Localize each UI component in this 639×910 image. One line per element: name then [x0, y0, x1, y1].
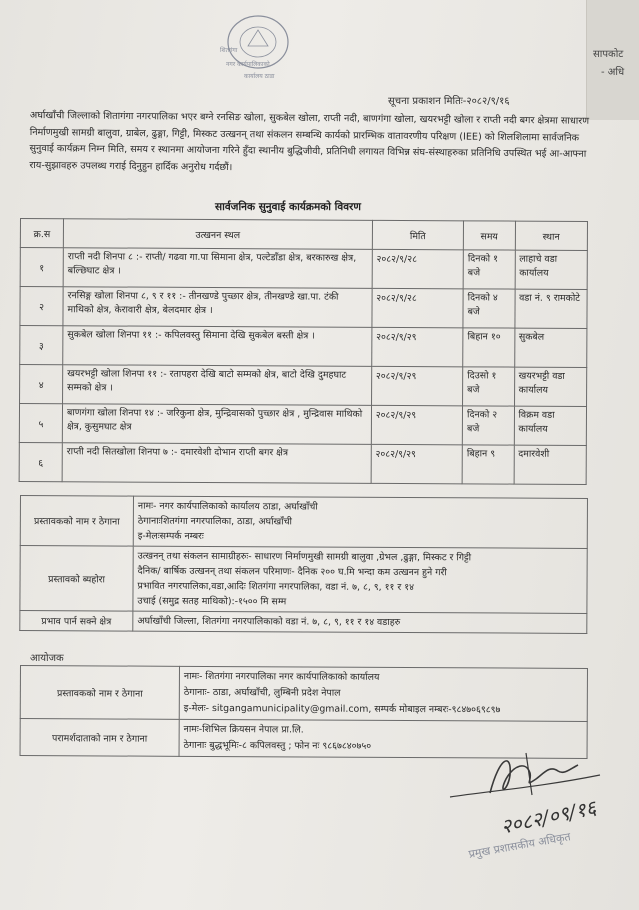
header-place: स्थान: [515, 221, 588, 250]
seal-text-mid: नगर कार्यपालिकाको: [226, 61, 270, 68]
proponent-contact-line: इ-मेलःसम्पर्क नम्बरः: [137, 530, 204, 542]
proponent-name-value: [133, 496, 587, 548]
row-place: खयरभट्टी वडा कार्यालय: [514, 367, 587, 406]
header-time: समय: [463, 221, 515, 250]
row-sn: ४: [20, 365, 63, 404]
organizer-proponent-row: [20, 666, 587, 722]
table-row: [20, 248, 587, 290]
officer-stamp: प्रमुख प्रशासकीय अधिकृत: [467, 830, 572, 861]
row-sn: ६: [19, 442, 62, 481]
organizer-email-line: इ-मेलः- sitgangamunicipality@gmail.com, सम्पर्क मोबाइल नम्बरः-९८४७०६९८९७: [183, 702, 501, 716]
row-sn: १: [20, 248, 63, 287]
row-site: रनसिङ्ग खोला शिनपा ८, ९ र ११ :- तीनखण्डे पुच्छार क्षेत्र, तीनखण्डे खा.पा. टंकी माथिको क्षेत्र, केरावारी क्षेत्र, बेलदमार क्षेत्र ।: [63, 287, 372, 328]
proponent-address-line: ठेगानाःशितगंगा नगरपालिका, ठाडा, अर्घाखाँची: [137, 515, 293, 528]
consultant-label: परामर्शदाताको नाम र ठेगाना: [20, 719, 179, 757]
proponent-name-line: नामः- नगर कार्यपालिकाको कार्यालय ठाडा, अर्घाखाँची: [137, 500, 318, 513]
details-line: दैनिक/ बार्षिक उत्खनन् तथा संकलन परिमाणः- दैनिक २०० घ.मि भन्दा कम उत्खनन हुने गरी: [137, 565, 447, 579]
row-time: बिहान ९: [462, 445, 514, 484]
row-date: २०८२/९/२८: [372, 288, 464, 327]
row-date: २०८२/९/२९: [371, 366, 463, 405]
row-date: २०८२/९/२९: [371, 405, 463, 444]
schedule-table: [19, 218, 588, 485]
row-site: राप्ती नदी शिनपा ८ :- राप्ती/ गढवा गा.पा सिमाना क्षेत्र, पल्टेडाँडा क्षेत्र, बरकारुख क्षेत्र, बल्छिघाट क्षेत्र ।: [63, 248, 372, 289]
row-sn: ३: [20, 326, 63, 365]
row-place: लाहाचे वडा कार्यालय: [515, 250, 588, 289]
proposal-details-label: प्रस्तावको ब्यहोरा: [20, 546, 133, 612]
row-place: विक्रम वडा कार्यालय: [514, 406, 587, 445]
organizer-name-line: नामः- शितगंगा नगरपालिका नगर कार्यपालिकाको कार्यालय: [183, 670, 380, 683]
proponent-name-row: [20, 496, 587, 549]
row-site: राप्ती नदी सितखोला शिनपा ७ :- दमारवेशी दोभान राप्ती बगर क्षेत्र: [62, 443, 371, 484]
table-title: सार्वजनिक सुनुवाई कार्यक्रमको विवरण: [215, 201, 361, 213]
row-place: सुकबेल: [514, 328, 587, 367]
table-row: [20, 287, 587, 329]
row-site: खयरभट्टी खोला शिनपा ११ :- रतापहरा देखि बाटो सम्मको क्षेत्र, बाटो देखि दुमहघाट सम्मको क्षेत्र ।: [63, 365, 372, 406]
strip-text-2: - अधि: [601, 67, 625, 78]
table-row: [20, 365, 587, 407]
proposal-details-row: [20, 546, 587, 614]
impact-area-label: प्रभाव पार्न सक्ने क्षेत्र: [20, 611, 133, 632]
header-sn: क्र.स: [20, 219, 63, 248]
impact-area-row: [20, 611, 587, 634]
proposal-details-value: [133, 546, 587, 613]
schedule-header-row: [20, 219, 587, 251]
table-row: [20, 326, 587, 368]
header-date: मिति: [372, 220, 463, 249]
row-time: दिनको ४ बजे: [463, 289, 515, 328]
row-place: वडा नं. ९ रामकोटे: [514, 289, 587, 328]
signature-date: २०८२/०९/१६: [498, 795, 599, 839]
header-site: उत्खनन स्थल: [63, 219, 372, 250]
consultant-name-line: नामः-शिभिल क्रियसन नेपाल प्रा.लि.: [183, 723, 304, 736]
impact-area-value: अर्घाखाँची जिल्ला, शितगंगा नगरपालिकाको वडा नं. ७, ८, ९, ११ र १४ वडाहरु: [133, 611, 587, 633]
organizer-heading: आयोजक: [30, 653, 64, 664]
organizer-proponent-value: [179, 666, 587, 721]
row-site: सुकबेल खोला शिनपा ११ :- कपिलवस्तु सिमाना देखि सुकबेल बस्ती क्षेत्र ।: [63, 326, 372, 367]
row-site: बाणगंगा खोला शिनपा १४ :- जरिकुना क्षेत्र, मुन्द्रिवासको पुच्छार क्षेत्र , मुन्द्रिवास माथिको क्षेत्र, कुसुमघाट क्षेत्र: [62, 404, 371, 445]
row-place: दमारवेशी: [514, 445, 587, 484]
seal-text-top: शितगंगा: [220, 47, 238, 54]
organizer-address-line: ठेगानाः- ठाडा, अर्घाखाँची, लुम्बिनी प्रदेश नेपाल: [183, 686, 341, 699]
proponent-name-label: प्रस्तावकको नाम र ठेगाना: [20, 496, 133, 547]
row-time: दिनको २ बजे: [462, 406, 514, 445]
details-line: उचाई (समुद्र सतह माथिको):-१५०० मि सम्म: [137, 595, 287, 608]
row-sn: २: [20, 287, 63, 326]
table-row: [19, 442, 586, 484]
seal-text-bottom: कार्यालय ठाडा: [244, 73, 275, 80]
row-date: २०८२/९/२९: [371, 327, 463, 366]
table-row: [19, 404, 586, 446]
row-date: २०८२/९/२९: [371, 444, 463, 483]
row-time: दिउसो १ बजे: [463, 367, 515, 406]
notice-intro-paragraph: अर्घाखाँची जिल्लाको शितागंगा नगरपालिका भएर बग्ने रनसिङ खोला, सुकबेल खोला, राप्ती नदी, बाणगंगा खोला, खयरभट्टी खोला र राप्ती नदी बगर क्षेत्रमा साधारण निर्माणमुखी सामग्री बालुवा, ग्राबेल, ढुङ्गा, गिट्टी, मिस्कट उत्खनन् तथा संकलन सम्बन्धि कार्यको प्रारम्भिक वातावरणीय परिक्षण (IEE) को शिलशिलामा सार्वजनिक सुनुवाई कार्यक्रम निम्न मिति, समय र स्थानमा आयोजना गरिने हुँदा स्थानीय बुद्धिजीवी, प्रतिनिधी लगायत विभिन्न संघ-संस्थाहरुका प्रतिनिधि उपस्थित भई आ-आफ्ना राय-सुझावहरु उपलब्ध गराई दिनुहुन हार्दिक अनुरोध गर्दछौं।: [29, 109, 590, 173]
notice-publish-date: सूचना प्रकाशन मितिः-२०८२/९/१६: [388, 96, 510, 107]
adjacent-page-strip: [586, 0, 639, 120]
row-date: २०८२/९/२८: [372, 249, 464, 288]
row-sn: ५: [19, 404, 62, 443]
municipality-seal-icon: [218, 8, 314, 86]
consultant-address-line: ठेगानाः बुद्धभूमिः-८ कपिलवस्तु ; फोन नः ९८६७८४०७५०: [183, 739, 372, 752]
organizer-proponent-label: प्रस्तावकको नाम र ठेगाना: [20, 666, 179, 720]
proponent-table: [19, 495, 588, 634]
strip-text-1: सापकोट: [593, 49, 624, 60]
row-time: दिनको १ बजे: [463, 250, 515, 289]
row-time: बिहान १०: [463, 328, 515, 367]
details-line: उत्खनन् तथा संकलन सामाग्रीहरुः- साधारण निर्माणमुखी सामग्री बालुवा ,ग्रेभल ,ढुङ्गा, मिस्कट र गिट्टी: [137, 550, 472, 564]
details-line: प्रभावित नगरपालिका,वडा,आदिः शितगंगा नगरपालिका, वडा नं. ७, ८, ९, ११ र १४: [137, 580, 414, 594]
